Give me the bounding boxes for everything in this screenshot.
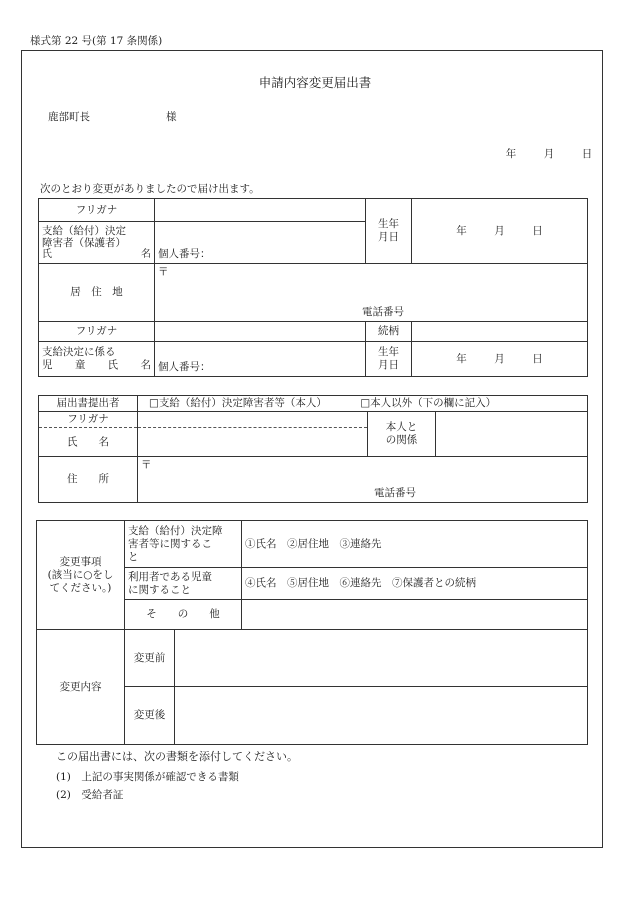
attachment-item-1: (1) 上記の事実関係が確認できる書類 <box>56 771 239 783</box>
dob-label: 生年 月日 <box>366 199 412 264</box>
furigana-label: フリガナ <box>39 199 155 222</box>
relation-label: 続柄 <box>366 322 412 342</box>
address-field[interactable] <box>155 264 588 322</box>
category-applicant: 支給（給付）決定障 害者等に関するこ と <box>125 521 242 568</box>
category-child-options[interactable]: ④氏名 ⑤居住地 ⑥連絡先 ⑦保護者との続柄 <box>242 568 588 600</box>
attachment-item-2: (2) 受給者証 <box>56 789 124 801</box>
postal-mark: 〒 <box>158 266 169 278</box>
postal-mark: 〒 <box>141 459 152 471</box>
category-other: そ の 他 <box>125 600 242 630</box>
addressee-honorific: 様 <box>166 111 177 123</box>
child-my-number-label: 個人番号： <box>158 361 211 373</box>
dob-field[interactable]: 年 月 日 <box>412 199 588 264</box>
before-field[interactable] <box>175 630 588 687</box>
submitter-label: 届出書提出者 <box>39 396 138 412</box>
applicant-name-field[interactable] <box>155 222 366 264</box>
before-label: 変更前 <box>125 630 175 687</box>
change-table <box>36 520 588 745</box>
option-other-checkbox[interactable]: □本人以外（下の欄に記入） <box>360 397 497 409</box>
applicant-name-label: 支給（給付）決定 障害者（保護者） 氏 名 <box>39 222 155 264</box>
submitter-address-label: 住 所 <box>39 457 138 503</box>
child-name-label: 支給決定に係る 児 童 氏 名 <box>39 342 155 377</box>
child-furigana-label: フリガナ <box>39 322 155 342</box>
child-furigana-field[interactable] <box>155 322 366 342</box>
form-number: 様式第 22 号(第 17 条関係) <box>30 35 163 47</box>
furigana-field[interactable] <box>155 199 366 222</box>
child-dob-field[interactable]: 年 月 日 <box>412 342 588 377</box>
after-label: 変更後 <box>125 687 175 745</box>
submitter-options <box>138 396 588 412</box>
after-field[interactable] <box>175 687 588 745</box>
category-applicant-options[interactable]: ①氏名 ②居住地 ③連絡先 <box>242 521 588 568</box>
day-label: 日 <box>581 148 593 160</box>
change-content-label: 変更内容 <box>37 630 125 745</box>
month-label: 月 <box>543 148 555 160</box>
addressee: 鹿部町長 <box>48 111 90 123</box>
address-label: 居 住 地 <box>39 264 155 322</box>
child-name-field[interactable] <box>155 342 366 377</box>
page-title: 申請内容変更届出書 <box>258 75 372 90</box>
change-item-label: 変更事項 (該当に○をし てください。) <box>37 521 125 630</box>
category-child: 利用者である児童 に関すること <box>125 568 242 600</box>
relationship-label: 本人と の関係 <box>368 412 436 457</box>
submitter-table <box>38 395 588 503</box>
submitter-address-field[interactable] <box>138 457 588 503</box>
child-dob-label: 生年 月日 <box>366 342 412 377</box>
category-other-field[interactable] <box>242 600 588 630</box>
relationship-field[interactable] <box>436 412 588 457</box>
relation-field[interactable] <box>412 322 588 342</box>
my-number-label: 個人番号： <box>158 248 211 260</box>
option-self-checkbox[interactable]: □支給（給付）決定障害者等（本人） <box>149 397 327 409</box>
phone-label: 電話番号 <box>362 306 404 318</box>
submitter-name-field[interactable] <box>138 412 368 457</box>
submitter-name-label: フリガナ 氏 名 <box>39 412 138 457</box>
year-label: 年 <box>505 148 517 160</box>
phone-label: 電話番号 <box>374 487 416 499</box>
applicant-table <box>38 198 588 377</box>
attachment-note: この届出書には、次の書類を添付してください。 <box>56 750 298 763</box>
intro-text: 次のとおり変更がありましたので届け出ます。 <box>40 183 260 195</box>
submission-date <box>492 146 606 161</box>
